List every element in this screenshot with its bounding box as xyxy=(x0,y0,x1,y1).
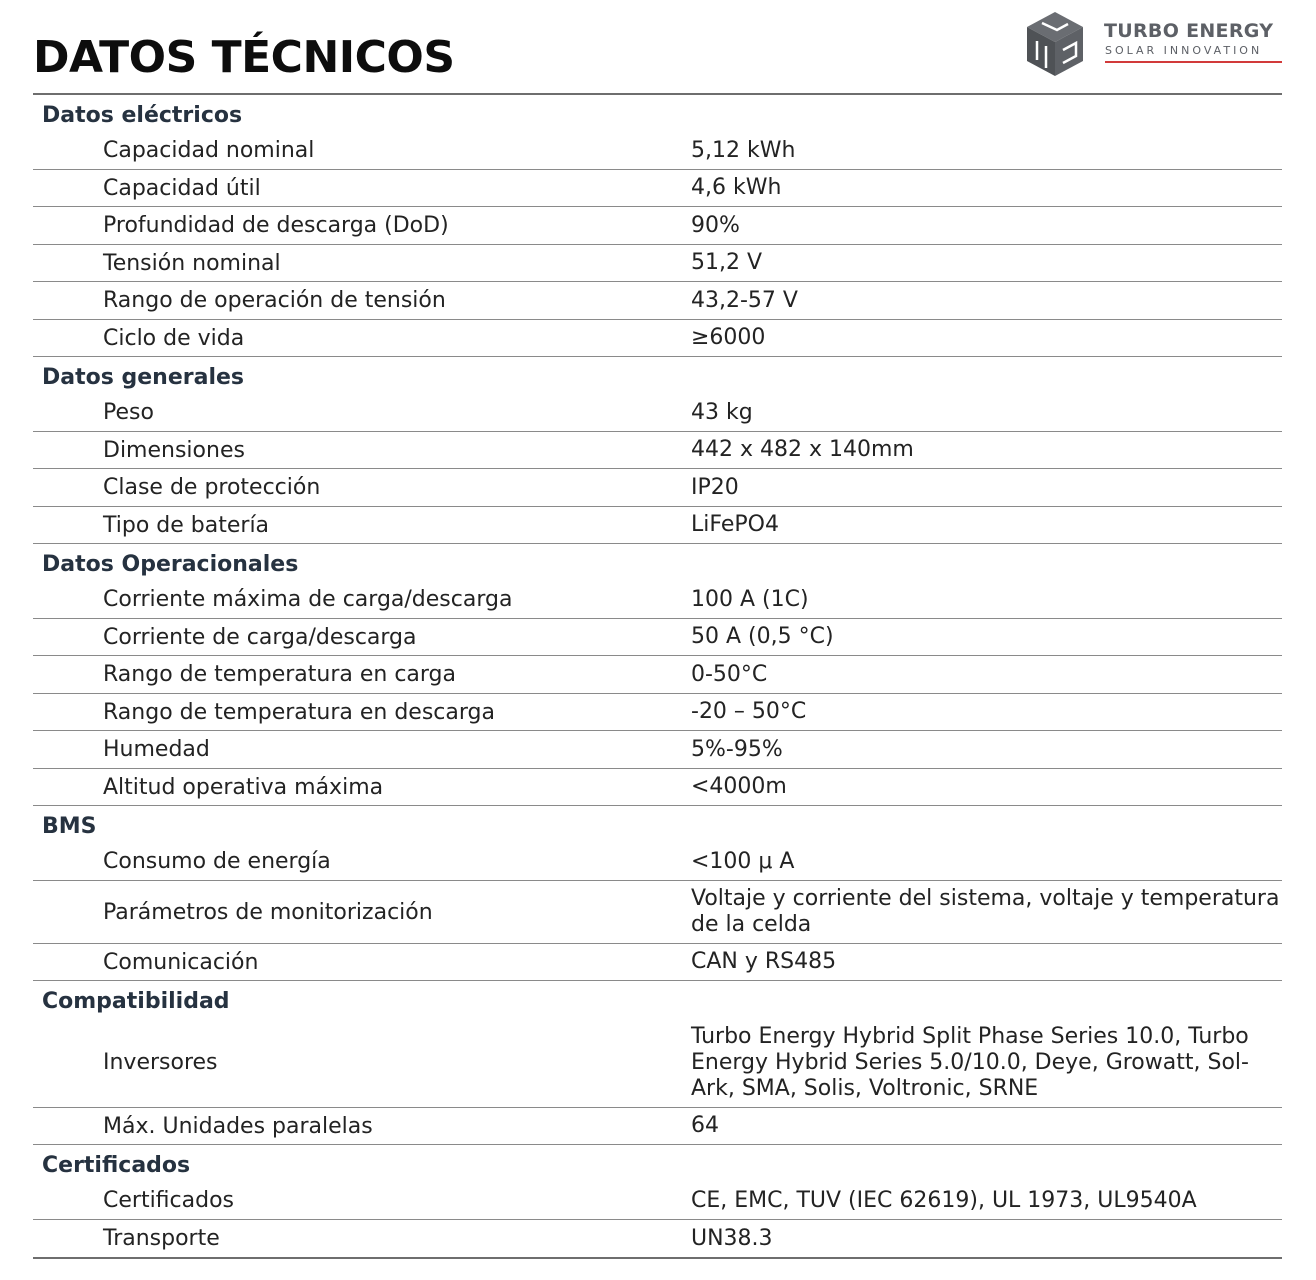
spec-label: Rango de operación de tensión xyxy=(103,288,446,313)
spec-label: Ciclo de vida xyxy=(103,325,245,351)
spec-label: Altitud operativa máxima xyxy=(103,774,384,800)
spec-value: 0-50°C xyxy=(691,661,768,687)
spec-label: Humedad xyxy=(103,737,210,762)
spec-label: Peso xyxy=(103,400,154,425)
spec-value: Voltaje y corriente del sistema, voltaje y temperatura de la celda xyxy=(691,886,1280,937)
spec-label: Rango de temperatura en descarga xyxy=(103,699,495,725)
spec-value: Turbo Energy Hybrid Split Phase Series 10.0, Turbo Energy Hybrid Series 5.0/10.0, Deye, Growatt, Sol-Ark, SMA, Solis, Voltronic, SRNE xyxy=(691,1023,1249,1101)
spec-row xyxy=(33,207,1282,245)
spec-value: <100 μ A xyxy=(691,848,795,874)
spec-value: 5%-95% xyxy=(691,736,783,762)
spec-value: ≥6000 xyxy=(691,325,766,350)
spec-row xyxy=(33,394,1282,432)
spec-value: 64 xyxy=(691,1113,719,1138)
spec-value: 90% xyxy=(691,212,740,238)
spec-label: Rango de temperatura en carga xyxy=(103,662,456,687)
spec-value: CE, EMC, TUV (IEC 62619), UL 1973, UL9540A xyxy=(691,1187,1197,1213)
spec-row xyxy=(33,282,1282,320)
section-heading: Certificados xyxy=(42,1153,191,1178)
spec-value: IP20 xyxy=(691,474,739,500)
spec-value: 5,12 kWh xyxy=(691,137,796,163)
spec-row xyxy=(33,694,1282,731)
section-electrical xyxy=(33,95,1282,357)
spec-row xyxy=(33,245,1282,282)
spec-value: <4000m xyxy=(691,774,787,799)
spec-label: Dimensiones xyxy=(103,437,245,463)
section-compatibility xyxy=(33,981,1282,1145)
spec-value: CAN y RS485 xyxy=(691,949,837,974)
spec-row xyxy=(33,1220,1282,1257)
spec-row xyxy=(33,1018,1282,1108)
spec-row xyxy=(33,944,1282,981)
spec-value: UN38.3 xyxy=(691,1225,773,1251)
spec-label: Consumo de energía xyxy=(103,849,331,874)
section-heading: Datos generales xyxy=(42,365,244,390)
spec-label: Tensión nominal xyxy=(103,250,281,276)
spec-label: Parámetros de monitorización xyxy=(103,899,433,925)
spec-row xyxy=(33,320,1282,357)
spec-row xyxy=(33,881,1282,944)
spec-row xyxy=(33,769,1282,806)
spec-label: Clase de protección xyxy=(103,475,321,500)
spec-label: Profundidad de descarga (DoD) xyxy=(103,213,449,238)
spec-table xyxy=(33,93,1282,1259)
spec-value: LiFePO4 xyxy=(691,512,779,537)
spec-label: Comunicación xyxy=(103,949,259,975)
cube-logo-icon xyxy=(1024,10,1086,78)
brand-logo xyxy=(1024,10,1286,78)
spec-value: 43,2-57 V xyxy=(691,287,798,313)
spec-row xyxy=(33,170,1282,207)
section-heading: Datos Operacionales xyxy=(42,552,299,577)
page-title: DATOS TÉCNICOS xyxy=(33,32,455,83)
spec-label: Capacidad nominal xyxy=(103,138,315,163)
section-certificates xyxy=(33,1145,1282,1257)
section-heading: BMS xyxy=(42,814,97,839)
spec-row xyxy=(33,432,1282,469)
spec-row xyxy=(33,581,1282,619)
section-heading: Compatibilidad xyxy=(42,989,230,1014)
spec-label: Inversores xyxy=(103,1050,218,1075)
section-heading: Datos eléctricos xyxy=(42,103,243,128)
brand-underline xyxy=(1105,61,1282,63)
section-general xyxy=(33,357,1282,544)
spec-label: Corriente máxima de carga/descarga xyxy=(103,587,513,612)
spec-value: 50 A (0,5 °C) xyxy=(691,624,834,649)
spec-value: 51,2 V xyxy=(691,250,763,275)
spec-value: 442 x 482 x 140mm xyxy=(691,437,914,462)
brand-name: TURBO ENERGY xyxy=(1104,20,1274,42)
section-operational xyxy=(33,544,1282,806)
spec-row xyxy=(33,656,1282,694)
spec-label: Corriente de carga/descarga xyxy=(103,624,417,650)
spec-row xyxy=(33,132,1282,170)
spec-value: 100 A (1C) xyxy=(691,586,809,612)
spec-row xyxy=(33,507,1282,544)
spec-row xyxy=(33,469,1282,507)
spec-row xyxy=(33,731,1282,769)
spec-row xyxy=(33,843,1282,881)
spec-label: Certificados xyxy=(103,1188,235,1213)
spec-value: 43 kg xyxy=(691,399,753,425)
spec-value: -20 – 50°C xyxy=(691,699,807,724)
spec-label: Capacidad útil xyxy=(103,175,261,201)
spec-row xyxy=(33,1108,1282,1145)
spec-value: 4,6 kWh xyxy=(691,175,782,200)
section-bms xyxy=(33,806,1282,981)
spec-label: Máx. Unidades paralelas xyxy=(103,1113,373,1139)
spec-label: Tipo de batería xyxy=(103,512,270,538)
spec-row xyxy=(33,1182,1282,1220)
spec-label: Transporte xyxy=(103,1226,220,1251)
brand-tagline: SOLAR INNOVATION xyxy=(1105,44,1263,57)
spec-row xyxy=(33,619,1282,656)
